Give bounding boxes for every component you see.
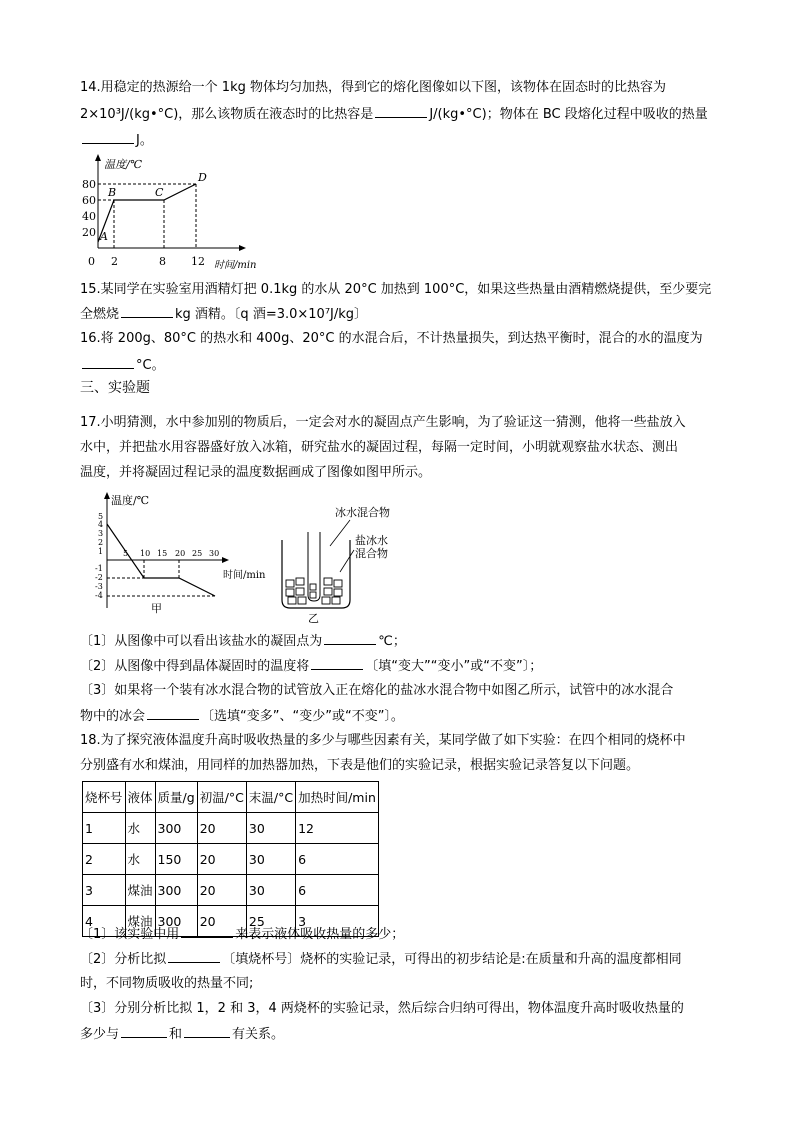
q17-line2: 水中，并把盐水用容器盛好放入冰箱，研究盐水的凝固过程，每隔一定时间，小明就观察盐水状态、测出	[80, 440, 679, 455]
q18-text: 来表示液体吸收热量的多少；	[235, 927, 405, 942]
q18-text: 〔1〕该实验中用	[80, 927, 180, 942]
x-tick-label: 0	[88, 255, 95, 268]
table-cell: 4	[83, 906, 126, 937]
table-cell: 水	[125, 844, 155, 875]
table-cell: 20	[197, 844, 246, 875]
q18-blank-4[interactable]	[184, 1025, 230, 1038]
table-cell: 12	[296, 813, 379, 844]
y-tick-label: 60	[82, 194, 96, 207]
table-cell: 20	[197, 906, 246, 937]
x-tick-label: 10	[140, 549, 151, 558]
q17-text: 〔选填“变多”、“变少”或“不变”〕。	[201, 709, 404, 724]
label-salt-ice-water-1: 盐冰水	[355, 534, 388, 547]
y-tick-label: 5	[98, 512, 104, 521]
q18-text: 多少与	[80, 1027, 120, 1042]
q18-sub2-cont: 时，不同物质吸收的热量不同;	[80, 976, 254, 991]
test-tube	[308, 532, 320, 601]
point-label: C	[155, 186, 164, 199]
y-tick-label: 80	[82, 178, 96, 191]
table-header: 初温/°C	[197, 782, 246, 813]
q18-line2: 分别盛有水和煤油，用同样的加热器加热，下表是他们的实验记录，根据实验记录答复以下问题。	[80, 758, 640, 773]
q18-sub2	[80, 950, 682, 969]
q17-text: 〔填“变大”“变小”或“不变”〕；	[365, 659, 543, 674]
table-cell: 30	[246, 813, 295, 844]
q17-solidification-graph	[95, 490, 275, 620]
q18-text: 有关系。	[232, 1027, 285, 1042]
q16-line2	[80, 356, 165, 375]
leader-line	[330, 520, 350, 546]
x-axis-label: 时间/min	[214, 260, 257, 271]
q17-text: 〔2〕从图像中得到晶体凝固时的温度将	[80, 659, 310, 674]
q15-line1: 15.某同学在实验室用酒精灯把 0.1kg 的水从 20°C 加热到 100°C，如果这些热量由酒精燃烧提供，至少要完	[80, 282, 712, 297]
table-cell: 3	[296, 906, 379, 937]
table-header: 末温/°C	[246, 782, 295, 813]
table-cell: 1	[83, 813, 126, 844]
q14-text: 2×10³J/(kg•°C)，那么该物质在液态时的比热容是	[80, 107, 374, 122]
q17-text: ℃；	[378, 634, 406, 649]
x-tick-label: 30	[209, 549, 220, 558]
table-cell: 煤油	[125, 906, 155, 937]
q18-blank-2[interactable]	[168, 950, 220, 963]
q18-blank-1[interactable]	[181, 925, 233, 938]
point-label: D	[198, 171, 207, 184]
q17-sub3: 〔3〕如果将一个装有冰水混合物的试管放入正在熔化的盐冰水混合物中如图乙所示，试管中的冰水混合	[80, 683, 674, 698]
q14-line2	[80, 105, 708, 124]
y-axis-label: 温度/℃	[104, 158, 143, 171]
q16-blank[interactable]	[82, 356, 134, 369]
x-tick-label: 12	[191, 255, 205, 268]
table-row	[83, 875, 379, 906]
table-cell: 20	[197, 813, 246, 844]
table-cell: 25	[246, 906, 295, 937]
table-header: 加热时间/min	[296, 782, 379, 813]
q16-line1: 16.将 200g、80°C 的热水和 400g、20°C 的水混合后，不计热量损失，到达热平衡时，混合的水的温度为	[80, 331, 703, 346]
q15-text: 全燃烧	[80, 307, 120, 322]
y-tick-label: -4	[95, 591, 103, 600]
table-cell: 6	[296, 875, 379, 906]
point-label: A	[100, 230, 108, 243]
table-cell: 20	[197, 875, 246, 906]
q17-sub1	[80, 632, 406, 651]
q18-text: 和	[169, 1027, 183, 1042]
table-cell: 水	[125, 813, 155, 844]
x-axis-arrow	[239, 245, 246, 251]
label-ice-water: 冰水混合物	[335, 506, 390, 519]
q15-line2	[80, 305, 367, 324]
table-cell: 300	[155, 875, 197, 906]
label-salt-ice-water-2: 混合物	[355, 547, 388, 560]
q18-sub3-cont	[80, 1025, 284, 1044]
table-row	[83, 844, 379, 875]
table-cell: 150	[155, 844, 197, 875]
q18-sub3: 〔3〕分别分析比拟 1，2 和 3，4 两烧杯的实验记录，然后综合归纳可得出，物体温度升高时吸收热量的	[80, 1001, 684, 1016]
table-header-row	[83, 782, 379, 813]
y-tick-label: 2	[98, 538, 104, 547]
q17-line3: 温度，并将凝固过程记录的温度数据画成了图像如图甲所示。	[80, 465, 432, 480]
q18-text: 〔2〕分析比拟	[80, 952, 167, 967]
q18-text: 〔填烧杯号〕烧杯的实验记录，可得出的初步结论是:在质量和升高的温度都相同	[222, 952, 682, 967]
table-cell: 300	[155, 813, 197, 844]
y-tick-label: 40	[82, 210, 96, 223]
q14-blank-2[interactable]	[82, 131, 134, 144]
table-header: 质量/g	[155, 782, 197, 813]
y-tick-label: 4	[98, 520, 104, 529]
table-cell: 30	[246, 844, 295, 875]
table-cell: 2	[83, 844, 126, 875]
table-row	[83, 813, 379, 844]
x-tick-label: 8	[159, 255, 166, 268]
y-axis-arrow	[95, 154, 101, 161]
q17-line1: 17.小明猜测，水中参加别的物质后，一定会对水的凝固点产生影响，为了验证这一猜测，他将一些盐放入	[80, 415, 686, 430]
leader-line	[340, 550, 354, 572]
section-title: 三、实验题	[80, 380, 150, 396]
y-tick-label: 3	[98, 529, 104, 538]
y-tick-label: -3	[95, 582, 103, 591]
beaker-caption: 乙	[308, 612, 319, 625]
x-tick-label: 5	[123, 549, 129, 558]
q14-line3	[80, 131, 153, 150]
q17-blank-2[interactable]	[311, 657, 363, 670]
table-cell: 3	[83, 875, 126, 906]
q17-text: 物中的冰会	[80, 709, 146, 724]
q18-sub1	[80, 925, 404, 944]
q17-text: 〔1〕从图像中可以看出该盐水的凝固点为	[80, 634, 323, 649]
q18-record-table	[82, 781, 379, 937]
x-axis-label: 时间/min	[223, 570, 266, 581]
table-header: 烧杯号	[83, 782, 126, 813]
table-cell: 煤油	[125, 875, 155, 906]
q14-blank-1[interactable]	[375, 105, 427, 118]
q17-beaker-figure	[270, 500, 405, 625]
x-tick-label: 15	[157, 549, 168, 558]
x-axis-arrow	[222, 557, 229, 563]
x-tick-label: 20	[175, 549, 186, 558]
x-tick-label: 25	[192, 549, 203, 558]
table-header: 液体	[125, 782, 155, 813]
table-cell: 300	[155, 906, 197, 937]
x-tick-label: 2	[111, 255, 118, 268]
q18-blank-3[interactable]	[121, 1025, 167, 1038]
q17-blank-1[interactable]	[324, 632, 376, 645]
q14-text: J。	[136, 133, 153, 148]
q14-text: J/(kg•°C)；物体在 BC 段熔化过程中吸收的热量	[429, 107, 708, 122]
q17-sub2	[80, 657, 542, 676]
y-axis-label: 温度/℃	[111, 494, 150, 507]
q14-line1: 14.用稳定的热源给一个 1kg 物体均匀加热，得到它的熔化图像如以下图，该物体在固态时的比热容为	[80, 80, 666, 95]
y-tick-label: -1	[95, 564, 103, 573]
y-tick-label: 20	[82, 226, 96, 239]
y-tick-label: 1	[98, 547, 104, 556]
y-tick-label: -2	[95, 573, 103, 582]
q15-text: kg 酒精。〔q 酒=3.0×10⁷J/kg〕	[175, 307, 368, 322]
graph-caption: 甲	[151, 602, 162, 615]
q18-line1: 18.为了探究液体温度升高时吸收热量的多少与哪些因素有关，某同学做了如下实验：在四个相同的烧杯中	[80, 733, 686, 748]
table-cell: 30	[246, 875, 295, 906]
q17-blank-3[interactable]	[147, 707, 199, 720]
q15-blank[interactable]	[121, 305, 173, 318]
q17-sub3-cont	[80, 707, 404, 726]
point-label: B	[108, 186, 117, 199]
table-cell: 6	[296, 844, 379, 875]
q16-text: °C。	[136, 358, 165, 373]
q14-melting-graph	[80, 152, 270, 272]
y-axis-arrow	[104, 492, 110, 499]
